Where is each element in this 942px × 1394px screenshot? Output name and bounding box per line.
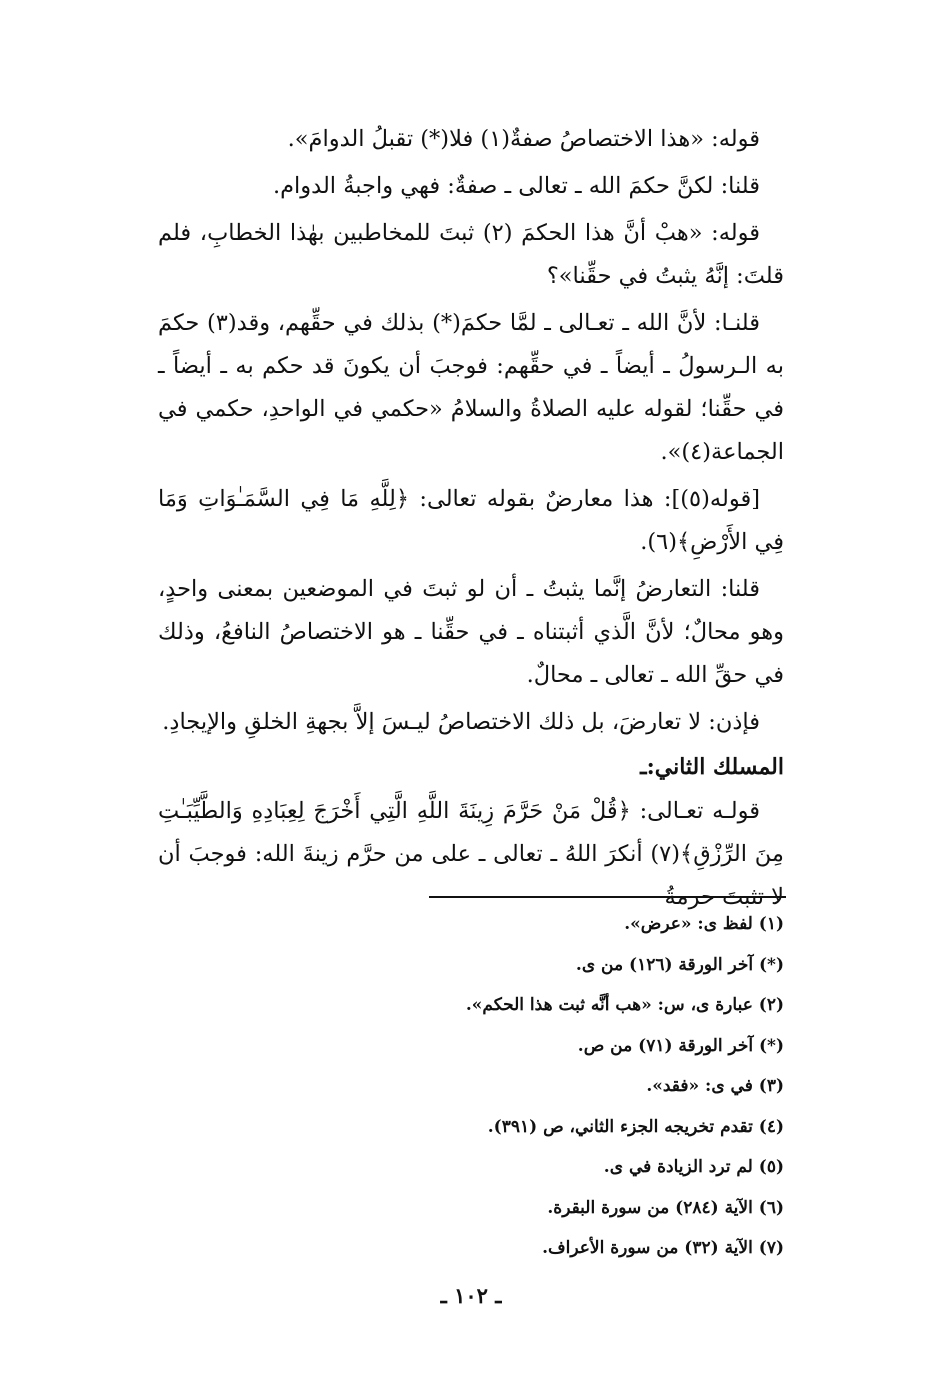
footnote: (٦) الآية (٢٨٤) من سورة البقرة. bbox=[547, 1197, 784, 1218]
section-heading: المسلك الثاني:ـ bbox=[640, 754, 784, 780]
paragraph: قولـه تعـالى: ﴿قُلْ مَنْ حَرَّمَ زِينَةَ اللَّهِ الَّتِي أَخْرَجَ لِعِبَادِهِ وَالطَّيِّبَـٰتِ مِنَ الرِّزْقِ﴾(٧) أنكرَ اللهُ ـ تعالى ـ على من حرَّم زينةَ الله: فوجبَ أن لا تثبتَ حرمةُ bbox=[158, 798, 784, 910]
paragraph: قوله: «هذا الاختصاصُ صفةٌ(١) فلا(*) تقبلُ الدوامَ». bbox=[287, 126, 760, 152]
paragraph: قلنـا: لأنَّ الله ـ تعـالى ـ لمَّا حكمَ(*) بذلك في حقِّهم، وقد(٣) حكمَ به الـرسولُ ـ أيضاً ـ في حقِّهم: فوجبَ أن يكونَ قد حكم به ـ أيضاً ـ في حقِّنا؛ لقوله عليه الصلاةُ والسلامُ «حكمي في الواحدِ، حكمي في الجماعة(٤)». bbox=[158, 310, 784, 465]
footnote: (*) آخر الورقة (٧١) من ص. bbox=[577, 1035, 784, 1056]
footnotes-list bbox=[158, 904, 784, 1269]
page-number: ـ ١٠٢ ـ bbox=[440, 1283, 502, 1308]
paragraph: قلنا: لكنَّ حكمَ الله ـ تعالى ـ صفةٌ: فهي واجبةُ الدوام. bbox=[272, 173, 760, 199]
paragraph: فإذن: لا تعارضَ، بل ذلك الاختصاصُ ليـسَ إلاَّ بجهةِ الخلقِ والإيجادِ. bbox=[162, 709, 760, 735]
page-body bbox=[158, 118, 784, 919]
footnote-divider bbox=[429, 896, 786, 898]
footnote: (*) آخر الورقة (١٢٦) من ى. bbox=[575, 954, 784, 975]
footnote: (٣) في ى: «فقد». bbox=[646, 1076, 784, 1096]
footnote: (٥) لم ترد الزيادة في ى. bbox=[603, 1157, 784, 1177]
paragraph: قوله: «هبْ أنَّ هذا الحكمَ (٢) ثبتَ للمخاطبين بهٰذا الخطابِ، فلم قلتَ: إنَّهُ يثبتُ في حقِّنا»؟ bbox=[158, 220, 784, 289]
paragraph: [قوله(٥)]: هذا معارضٌ بقوله تعالى: ﴿لِلَّهِ مَا فِي السَّمَـٰوَاتِ وَمَا فِي الأَرْضِ﴾(٦). bbox=[158, 486, 784, 555]
footnote: (٧) الآية (٣٢) من سورة الأعراف. bbox=[542, 1238, 784, 1258]
paragraph: قلنا: التعارضُ إنَّما يثبتُ ـ أن لو ثبتَ في الموضعين بمعنى واحدٍ، وهو محالٌ؛ لأنَّ الَّذي أثبتناه ـ في حقِّنا ـ هو الاختصاصُ النافعُ، وذلك في حقِّ الله ـ تعالى ـ محالٌ. bbox=[158, 576, 784, 688]
footnote: (٤) تقدم تخريجه الجزء الثاني، ص (٣٩١). bbox=[487, 1116, 784, 1137]
footnote: (١) لفظ ى: «عرض». bbox=[624, 914, 784, 934]
footnote: (٢) عبارة ى، س: «هب أنَّه ثبت هذا الحكم». bbox=[465, 995, 784, 1015]
